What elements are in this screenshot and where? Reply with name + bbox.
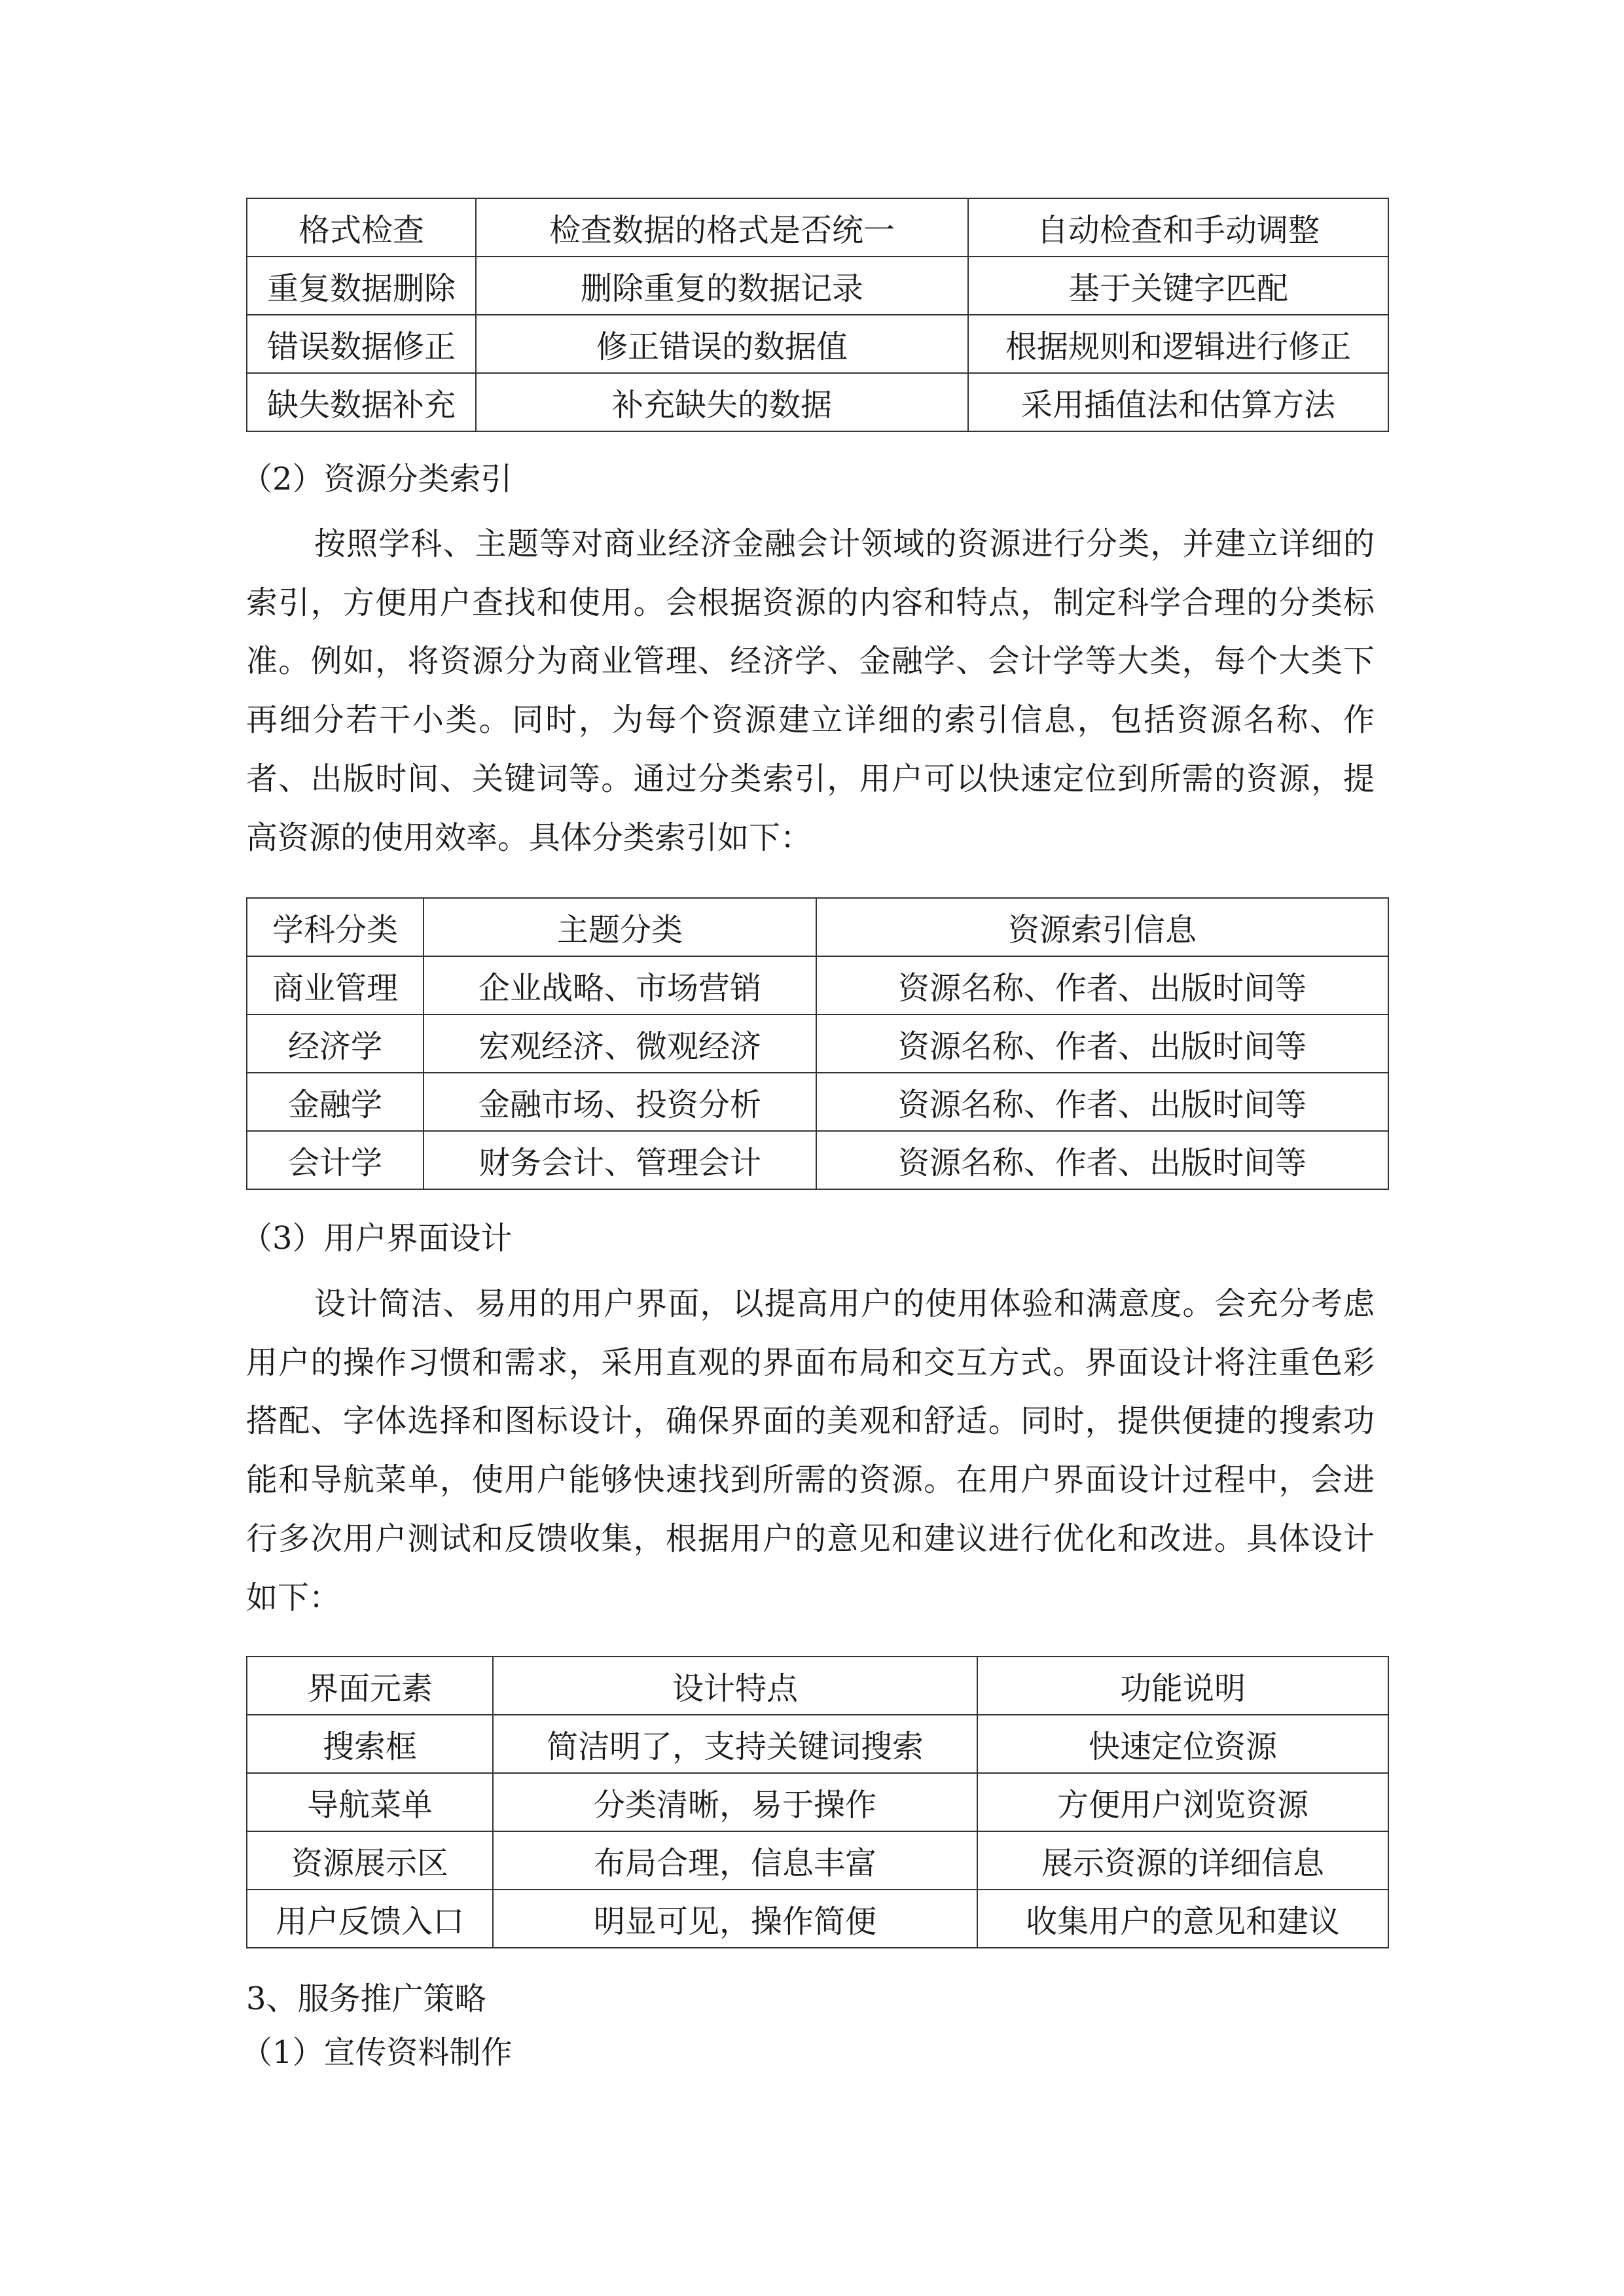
table-header-row (247, 1657, 1388, 1715)
table-header-cell: 主题分类 (424, 898, 816, 956)
table-cell: 金融学 (247, 1073, 424, 1131)
table-cell: 宏观经济、微观经济 (424, 1014, 816, 1073)
section-heading-promotion-strategy: 3、服务推广策略 (246, 1981, 486, 2017)
table-cell: 经济学 (247, 1014, 424, 1073)
table-cell: 删除重复的数据记录 (476, 257, 968, 315)
table-header-cell: 界面元素 (247, 1657, 493, 1715)
table-cell: 明显可见，操作简便 (493, 1890, 977, 1948)
table-cell: 收集用户的意见和建议 (977, 1890, 1388, 1948)
table-cell: 展示资源的详细信息 (977, 1831, 1388, 1890)
table-cell: 快速定位资源 (977, 1715, 1388, 1773)
table-row (247, 1073, 1388, 1131)
ui-elements-table (246, 1656, 1389, 1948)
section-paragraph-resource-index: 按照学科、主题等对商业经济金融会计领域的资源进行分类，并建立详细的索引，方便用户查找和使用。会根据资源的内容和特点，制定科学合理的分类标准。例如，将资源分为商业管理、经济学、金融学、会计学等大类，每个大类下再细分若干小类。同时，为每个资源建立详细的索引信息，包括资源名称、作者、出版时间、关键词等。通过分类索引，用户可以快速定位到所需的资源，提高资源的使用效率。具体分类索引如下： (246, 526, 1375, 856)
subsection-heading-promo-materials: （1）宣传资料制作 (241, 2034, 513, 2071)
table-row (247, 198, 1388, 257)
table-cell: 方便用户浏览资源 (977, 1773, 1388, 1831)
table-row (247, 373, 1388, 431)
table-row (247, 1890, 1388, 1948)
table-cell: 布局合理，信息丰富 (493, 1831, 977, 1890)
table-cell: 基于关键字匹配 (968, 257, 1388, 315)
table-cell: 缺失数据补充 (247, 373, 476, 431)
table-cell: 资源名称、作者、出版时间等 (816, 956, 1388, 1014)
table-cell: 用户反馈入口 (247, 1890, 493, 1948)
table-header-cell: 学科分类 (247, 898, 424, 956)
table-cell: 资源展示区 (247, 1831, 493, 1890)
table-cell: 简洁明了，支持关键词搜索 (493, 1715, 977, 1773)
table-row (247, 315, 1388, 373)
table-cell: 会计学 (247, 1131, 424, 1189)
table-row (247, 1014, 1388, 1073)
table-cell: 财务会计、管理会计 (424, 1131, 816, 1189)
table-row (247, 1131, 1388, 1189)
table-cell: 分类清晰，易于操作 (493, 1773, 977, 1831)
table-cell: 重复数据删除 (247, 257, 476, 315)
classification-index-table (246, 897, 1389, 1190)
table-cell: 格式检查 (247, 198, 476, 257)
table-row (247, 1715, 1388, 1773)
data-cleaning-table (246, 198, 1389, 432)
table-cell: 资源名称、作者、出版时间等 (816, 1073, 1388, 1131)
table-header-cell: 设计特点 (493, 1657, 977, 1715)
table-header-cell: 功能说明 (977, 1657, 1388, 1715)
table-cell: 补充缺失的数据 (476, 373, 968, 431)
table-cell: 资源名称、作者、出版时间等 (816, 1131, 1388, 1189)
table-cell: 搜索框 (247, 1715, 493, 1773)
table-row (247, 1773, 1388, 1831)
table-cell: 自动检查和手动调整 (968, 198, 1388, 257)
table-cell: 商业管理 (247, 956, 424, 1014)
table-header-cell: 资源索引信息 (816, 898, 1388, 956)
table-row (247, 956, 1388, 1014)
section-heading-ui-design: （3）用户界面设计 (241, 1220, 513, 1257)
table-header-row (247, 898, 1388, 956)
section-paragraph-ui-design: 设计简洁、易用的用户界面，以提高用户的使用体验和满意度。会充分考虑用户的操作习惯和需求，采用直观的界面布局和交互方式。界面设计将注重色彩搭配、字体选择和图标设计，确保界面的美观和舒适。同时，提供便捷的搜索功能和导航菜单，使用户能够快速找到所需的资源。在用户界面设计过程中，会进行多次用户测试和反馈收集，根据用户的意见和建议进行优化和改进。具体设计如下： (246, 1285, 1375, 1616)
table-cell: 根据规则和逻辑进行修正 (968, 315, 1388, 373)
table-cell: 资源名称、作者、出版时间等 (816, 1014, 1388, 1073)
table-cell: 企业战略、市场营销 (424, 956, 816, 1014)
table-row (247, 1831, 1388, 1890)
section-heading-resource-index: （2）资源分类索引 (241, 461, 513, 497)
table-cell: 导航菜单 (247, 1773, 493, 1831)
table-cell: 检查数据的格式是否统一 (476, 198, 968, 257)
table-cell: 金融市场、投资分析 (424, 1073, 816, 1131)
table-cell: 采用插值法和估算方法 (968, 373, 1388, 431)
table-row (247, 257, 1388, 315)
table-cell: 修正错误的数据值 (476, 315, 968, 373)
table-cell: 错误数据修正 (247, 315, 476, 373)
